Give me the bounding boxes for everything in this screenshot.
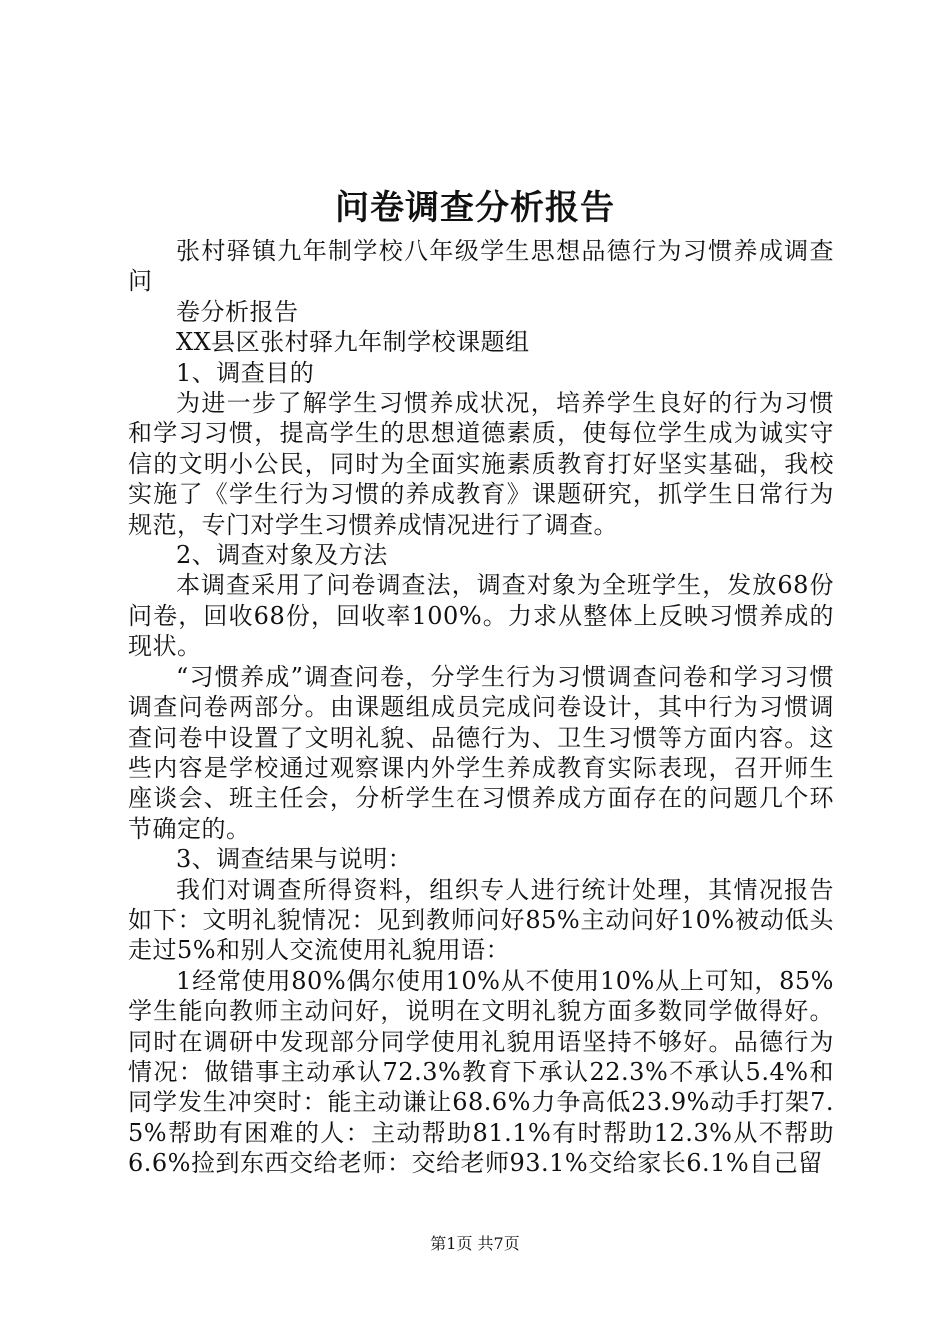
- paragraph-method: 本调查采用了问卷调查法，调查对象为全班学生，发放68份问卷，回收68份，回收率100%。力求从整体上反映习惯养成的现状。: [128, 571, 834, 661]
- paragraph-heading-line2: 卷分析报告: [176, 297, 299, 326]
- section-heading-purpose: 1、调查目的: [176, 358, 315, 387]
- section-heading-method: 2、调查对象及方法: [176, 541, 388, 570]
- page-number: 第1页 共7页: [430, 1234, 520, 1253]
- paragraph-questionnaire: “习惯养成”调查问卷，分学生行为习惯调查问卷和学习习惯调查问卷两部分。由课题组成员完成问卷设计，其中行为习惯调查问卷中设置了文明礼貌、品德行为、卫生习惯等方面内容。这些内容是学校通过观察课内外学生养成教育实际表现，召开师生座谈会、班主任会，分析学生在习惯养成方面存在的问题几个环节确定的。: [128, 662, 834, 843]
- paragraph-results-intro: 我们对调查所得资料，组织专人进行统计处理，其情况报告如下：文明礼貌情况：见到教师问好85%主动问好10%被动低头走过5%和别人交流使用礼貌用语：: [128, 875, 834, 965]
- document-body: [128, 236, 834, 1179]
- paragraph-heading-line1: 张村驿镇九年制学校八年级学生思想品德行为习惯养成调查问: [128, 237, 834, 296]
- paragraph-results-detail: 1经常使用80%偶尔使用10%从不使用10%从上可知，85%学生能向教师主动问好，说明在文明礼貌方面多数同学做得好。同时在调研中发现部分同学使用礼貌用语坚持不够好。品德行为情况：做错事主动承认72.3%教育下承认22.3%不承认5.4%和同学发生冲突时：能主动谦让68.6%力争高低23.9%动手打架7.5%帮助有困难的人：主动帮助81.1%有时帮助12.3%从不帮助6.6%捡到东西交给老师：交给老师93.1%交给家长6.1%自己留: [128, 966, 834, 1178]
- section-heading-results: 3、调查结果与说明：: [176, 845, 413, 874]
- document-title: 问卷调查分析报告: [335, 188, 615, 228]
- paragraph-purpose: 为进一步了解学生习惯养成状况，培养学生良好的行为习惯和学习习惯，提高学生的思想道德素质，使每位学生成为诚实守信的文明小公民，同时为全面实施素质教育打好坚实基础，我校实施了《学生行为习惯的养成教育》课题研究，抓学生日常行为规范，专门对学生习惯养成情况进行了调查。: [128, 389, 834, 539]
- paragraph-author: XX县区张村驿九年制学校课题组: [176, 328, 530, 357]
